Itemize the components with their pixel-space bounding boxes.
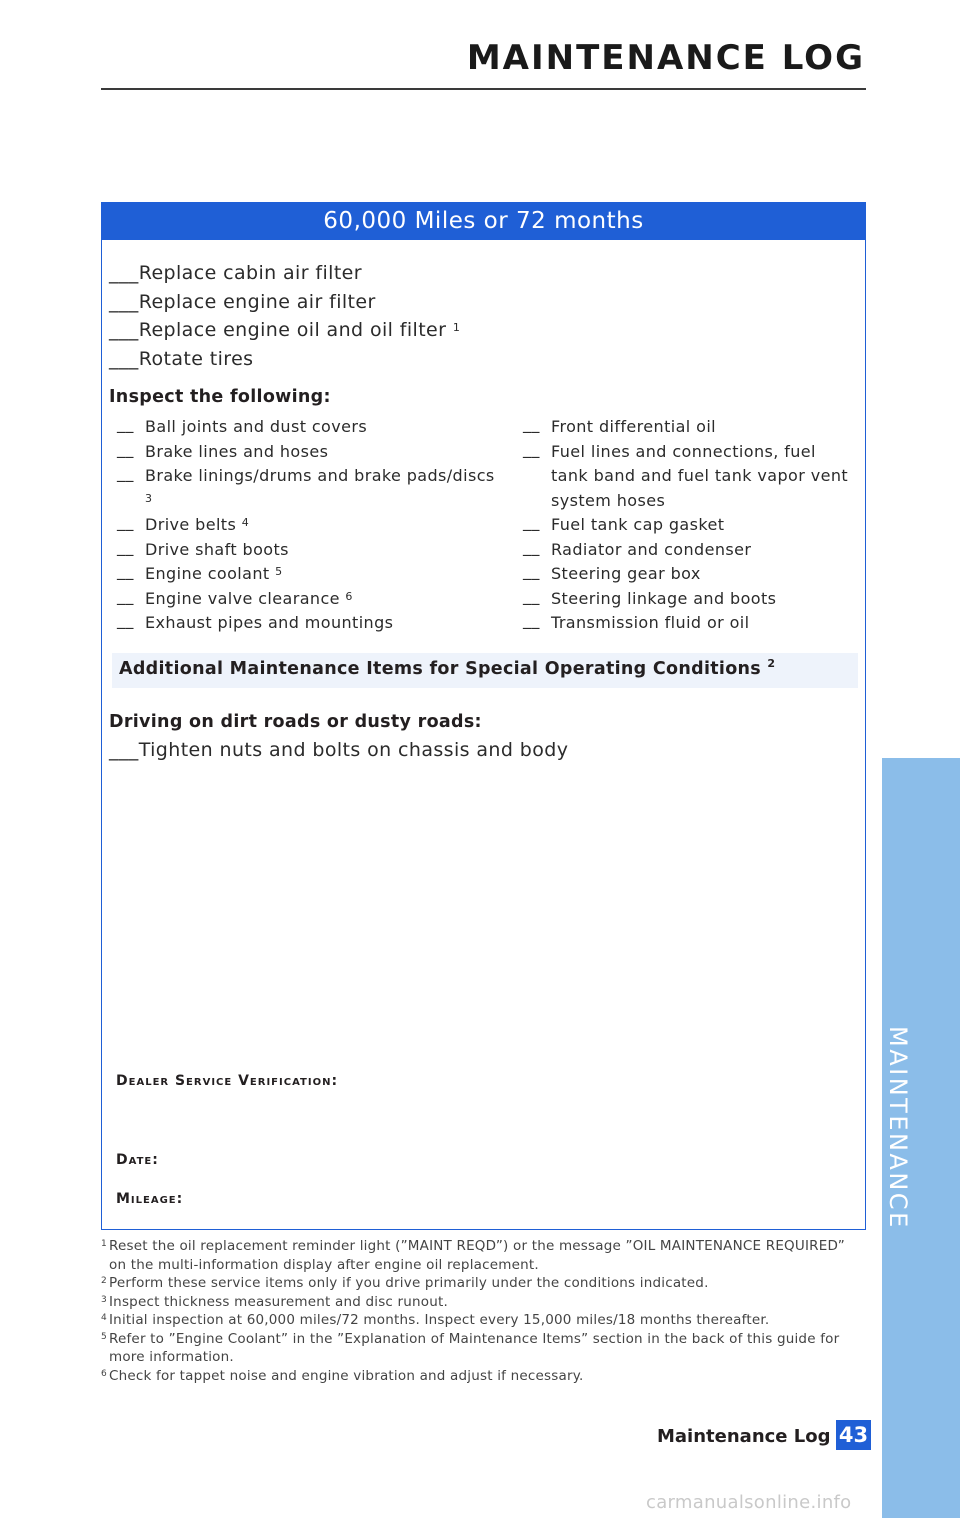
inspect-heading: Inspect the following: [109,387,331,407]
footnote: 3 Inspect thickness measurement and disc runout. [101,1293,861,1312]
maintenance-box [101,202,866,1230]
footnote-ref: 3 [145,491,153,505]
footnote-ref: 6 [345,589,353,603]
footnote-ref: 1 [452,321,461,334]
footnote: 2 Perform these service items only if you drive primarily under the conditions indicated. [101,1274,861,1293]
task-item: ___Replace engine air filter [109,290,376,313]
inspect-item: __ Engine valve clearance $^6$ [117,587,502,612]
page-title: MAINTENANCE LOG [466,38,865,78]
special-conditions-heading: Additional Maintenance Items for Special Operating Conditions $^2$ [119,657,776,679]
footnote-number: 3 [101,1294,107,1305]
task-item: ___Replace engine oil and oil filter $^1$ [109,319,461,341]
inspect-item: __ Transmission fluid or oil [523,611,858,636]
page-number: 43 [836,1420,871,1450]
inspect-item: __ Fuel lines and connections, fuel tank band and fuel tank vapor vent system hoses [523,440,858,514]
inspect-item: __ Brake lines and hoses [117,440,502,465]
inspect-item: __ Exhaust pipes and mountings [117,611,502,636]
inspect-item: __ Engine coolant $^5$ [117,562,502,587]
dealer-verification-label: Dealer Service Verification: [116,1073,339,1089]
inspect-item: __ Radiator and condenser [523,538,858,563]
footnote-ref: 4 [241,516,250,529]
box-header: 60,000 Miles or 72 months [102,203,865,240]
inspect-list-right [523,415,858,636]
inspect-item: __ Brake linings/drums and brake pads/discs $^3$ [117,464,502,513]
title-rule [101,88,866,90]
section-side-label: MAINTENANCE [884,1026,912,1230]
inspect-item: __ Steering linkage and boots [523,587,858,612]
footnote: 4 Initial inspection at 60,000 miles/72 months. Inspect every 15,000 miles/18 months thereafter. [101,1311,861,1330]
inspect-item: __ Fuel tank cap gasket [523,513,858,538]
footnote: 1 Reset the oil replacement reminder light (”MAINT REQD”) or the message ”OIL MAINTENANCE REQUIRED” on the multi-information display after engine oil replacement. [101,1237,861,1274]
watermark: carmanualsonline.info [646,1492,852,1513]
inspect-item: __ Drive shaft boots [117,538,502,563]
footnotes [101,1237,861,1385]
mileage-label: Mileage: [116,1191,184,1207]
footnote-number: 1 [101,1239,107,1249]
special-conditions-band [112,653,858,688]
footnote-number: 5 [101,1331,107,1342]
date-label: Date: [116,1152,159,1168]
footnote: 6 Check for tappet noise and engine vibration and adjust if necessary. [101,1367,861,1386]
inspect-item: __ Front differential oil [523,415,858,440]
inspect-list-left [117,415,502,636]
footnote-number: 4 [101,1313,107,1323]
dirt-roads-task: ___Tighten nuts and bolts on chassis and body [109,739,569,761]
footer-section-label: Maintenance Log [657,1426,831,1447]
footnote-ref: 5 [275,565,283,578]
footnote: 5 Refer to ”Engine Coolant” in the ”Explanation of Maintenance Items” section in the back of this guide for more information. [101,1330,861,1367]
dirt-roads-heading: Driving on dirt roads or dusty roads: [109,712,482,732]
footnote-number: 6 [101,1368,107,1379]
inspect-item: __ Drive belts $^4$ [117,513,502,538]
task-list [109,259,460,373]
inspect-item: __ Steering gear box [523,562,858,587]
inspect-item: __ Ball joints and dust covers [117,415,502,440]
footnote-number: 2 [101,1276,107,1286]
task-item: ___Rotate tires [109,347,254,370]
task-item: ___Replace cabin air filter [109,262,362,284]
footnote-ref: 2 [767,657,776,670]
